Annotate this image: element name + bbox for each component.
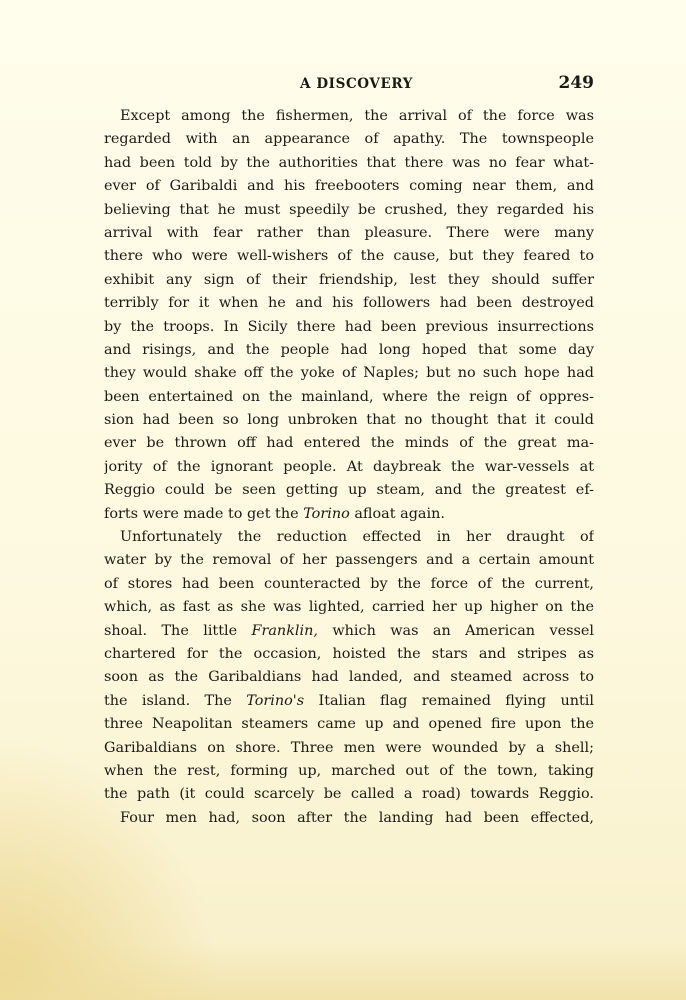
text-line: which, as fast as she was lighted, carried her up higher on the [104,599,594,616]
page-bottom-edge [0,942,686,1000]
text-segment: forts were made to get the [104,505,304,522]
text-line: Garibaldians on shore. Three men were wounded by a shell; [104,739,594,756]
text-line: water by the removal of her passengers and a certain amount [104,552,594,569]
text-line: chartered for the occasion, hoisted the stars and stripes as [104,645,594,662]
text-segment: Italian flag remained flying until [304,692,594,709]
text-line: Unfortunately the reduction effected in her draught of [120,529,594,546]
text-segment: the island. The [104,692,247,709]
text-line: been entertained on the mainland, where the reign of oppres- [104,388,594,405]
text-line: jority of the ignorant people. At daybreak the war-vessels at [104,458,594,475]
text-line: Reggio could be seen getting up steam, and the greatest ef- [104,482,594,499]
text-line: regarded with an appearance of apathy. The townspeople [104,131,594,148]
italic-ship-name: Torino's [246,692,305,709]
text-line: there who were well-wishers of the cause, but they feared to [104,248,594,265]
text-segment: shoal. The little [104,622,252,639]
text-line: by the troops. In Sicily there had been previous insurrections [104,318,594,335]
text-line: terribly for it when he and his followers had been destroyed [104,295,594,312]
text-line [104,503,594,526]
italic-ship-name: Franklin, [251,622,318,639]
page-header [104,70,594,98]
text-line: ever of Garibaldi and his freebooters coming near them, and [104,178,594,195]
text-line: and risings, and the people had long hoped that some day [104,341,594,358]
text-line: Except among the fishermen, the arrival of the force was [120,108,594,124]
text-line: Four men had, soon after the landing had been effected, [120,809,594,826]
text-line: they would shake off the yoke of Naples; but no such hope had [104,365,594,382]
body-text [104,105,594,830]
text-line: of stores had been counteracted by the force of the current, [104,575,594,592]
text-line: soon as the Garibaldians had landed, and steamed across to [104,669,594,686]
text-line: had been told by the authorities that there was no fear what- [104,154,594,171]
text-line: when the rest, forming up, marched out of the town, taking [104,762,594,779]
running-title: A DISCOVERY [300,76,414,92]
text-line: arrival with fear rather than pleasure. There were many [104,224,594,241]
italic-ship-name: Torino [303,505,350,522]
text-line [104,620,594,643]
text-segment: afloat again. [349,505,445,522]
page-number: 249 [558,73,594,93]
text-line: the path (it could scarcely be called a road) towards Reggio. [104,786,594,803]
text-line: exhibit any sign of their friendship, lest they should suffer [104,271,594,288]
text-line: three Neapolitan steamers came up and opened fire upon the [104,716,594,733]
text-line: ever be thrown off had entered the minds of the great ma- [104,435,594,452]
text-segment: which was an American vessel [317,622,594,639]
text-line: sion had been so long unbroken that no thought that it could [104,412,594,429]
text-line [104,690,594,713]
text-line: believing that he must speedily be crushed, they regarded his [104,201,594,218]
